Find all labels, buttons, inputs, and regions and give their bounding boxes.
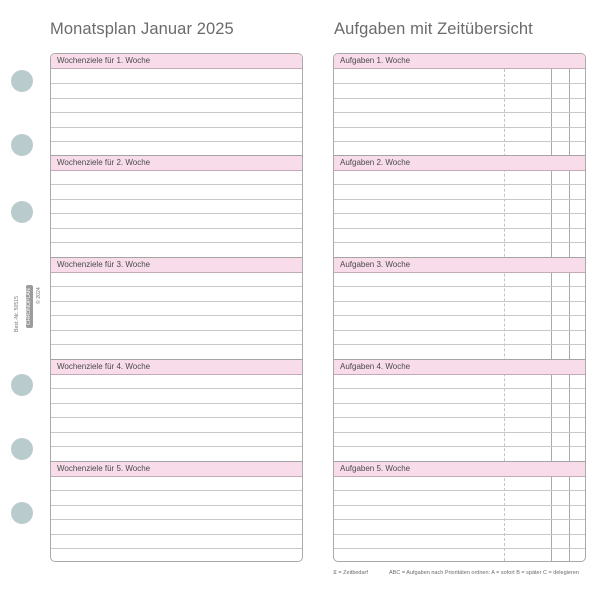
ruled-line — [51, 344, 302, 345]
weekly-goals-header-4 — [51, 359, 302, 375]
binder-hole — [11, 374, 33, 396]
ruled-line — [51, 98, 302, 99]
ruled-line — [51, 446, 302, 447]
tasks-header-5 — [334, 461, 585, 477]
order-number: Best.-Nr. 50515 — [14, 295, 20, 332]
tasks-label: Aufgaben 5. Woche — [340, 464, 411, 473]
ruled-line — [334, 505, 585, 506]
check-column-divider — [569, 54, 570, 561]
tasks-label: Aufgaben 2. Woche — [340, 158, 411, 167]
ruled-line — [51, 184, 302, 185]
ruled-line — [51, 534, 302, 535]
ruled-line — [334, 199, 585, 200]
weekly-goals-header-2 — [51, 155, 302, 171]
ruled-line — [51, 315, 302, 316]
weekly-goals-header-5 — [51, 461, 302, 477]
weekly-goals-header-3 — [51, 257, 302, 273]
ruled-line — [51, 301, 302, 302]
brand-badge: CHRONOPLAN — [26, 285, 33, 328]
weekly-goals-label: Wochenziele für 1. Woche — [57, 56, 151, 65]
tasks-label: Aufgaben 3. Woche — [340, 260, 411, 269]
ruled-line — [334, 315, 585, 316]
binder-hole — [11, 201, 33, 223]
legend-priority-text: = Aufgaben nach Prioritäten ordnen: A = sofort B = später C = delegieren — [401, 570, 579, 576]
ruled-line — [334, 432, 585, 433]
ruled-line — [334, 301, 585, 302]
tasks-panel — [333, 53, 586, 562]
weekly-goals-label: Wochenziele für 3. Woche — [57, 260, 151, 269]
tasks-header-2 — [334, 155, 585, 171]
ruled-line — [51, 127, 302, 128]
ruled-line — [334, 534, 585, 535]
ruled-line — [51, 112, 302, 113]
ruled-line — [51, 199, 302, 200]
weekly-goals-label: Wochenziele für 5. Woche — [57, 464, 151, 473]
ruled-line — [334, 141, 585, 142]
ruled-line — [334, 83, 585, 84]
copyright: © 2024 — [36, 287, 42, 304]
ruled-line — [334, 98, 585, 99]
ruled-line — [51, 403, 302, 404]
ruled-line — [334, 330, 585, 331]
ruled-line — [51, 242, 302, 243]
page-title-left: Monatsplan Januar 2025 — [50, 20, 234, 38]
ruled-line — [334, 417, 585, 418]
ruled-line — [334, 446, 585, 447]
tasks-label: Aufgaben 1. Woche — [340, 56, 411, 65]
tasks-header-4 — [334, 359, 585, 375]
ruled-line — [334, 213, 585, 214]
ruled-line — [334, 127, 585, 128]
binder-hole — [11, 502, 33, 524]
ruled-line — [334, 242, 585, 243]
ruled-line — [334, 344, 585, 345]
binder-hole — [11, 134, 33, 156]
legend-priority — [389, 570, 579, 576]
side-print-info — [14, 262, 50, 334]
tasks-header-3 — [334, 257, 585, 273]
ruled-line — [334, 403, 585, 404]
tasks-header-1 — [334, 54, 585, 69]
binder-hole — [11, 70, 33, 92]
legend-time — [333, 570, 368, 577]
ruled-line — [51, 388, 302, 389]
weekly-goals-header-1 — [51, 54, 302, 69]
ruled-line — [51, 213, 302, 214]
ruled-line — [51, 141, 302, 142]
ruled-line — [51, 228, 302, 229]
abc-column-divider — [551, 54, 552, 561]
weekly-goals-panel — [50, 53, 303, 562]
ruled-line — [334, 286, 585, 287]
ruled-line — [51, 417, 302, 418]
time-column-divider — [504, 54, 505, 561]
ruled-line — [51, 432, 302, 433]
ruled-line — [51, 519, 302, 520]
page-title-right: Aufgaben mit Zeitübersicht — [334, 20, 533, 38]
ruled-line — [51, 330, 302, 331]
weekly-goals-label: Wochenziele für 4. Woche — [57, 362, 151, 371]
ruled-line — [51, 490, 302, 491]
ruled-line — [334, 388, 585, 389]
ruled-line — [334, 184, 585, 185]
ruled-line — [334, 490, 585, 491]
tasks-label: Aufgaben 4. Woche — [340, 362, 411, 371]
hourglass-icon: ⧖ — [333, 570, 337, 576]
abc-priority-icon: ABC — [389, 570, 401, 576]
ruled-line — [334, 519, 585, 520]
ruled-line — [334, 228, 585, 229]
weekly-goals-label: Wochenziele für 2. Woche — [57, 158, 151, 167]
legend-time-text: = Zeitbedarf — [338, 570, 368, 576]
ruled-line — [334, 112, 585, 113]
binder-hole — [11, 438, 33, 460]
ruled-line — [334, 548, 585, 549]
ruled-line — [51, 505, 302, 506]
ruled-line — [51, 83, 302, 84]
ruled-line — [51, 548, 302, 549]
ruled-line — [51, 286, 302, 287]
